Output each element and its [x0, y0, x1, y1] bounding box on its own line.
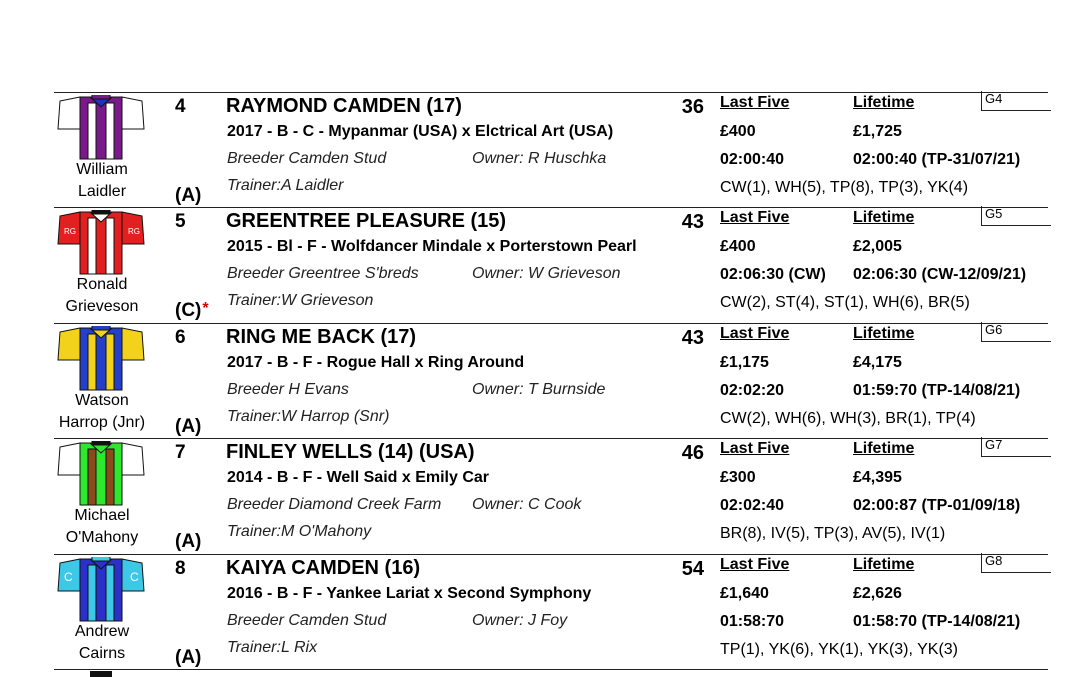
last-five-best-time: 02:02:40	[720, 497, 785, 514]
class-label: (A)	[175, 185, 202, 206]
silks-letter: RG	[128, 227, 140, 236]
jockey-silks	[52, 557, 150, 623]
owner-label: Owner:	[472, 265, 524, 282]
silks-cap	[92, 441, 110, 445]
trainer-label: Trainer:	[227, 292, 281, 309]
trainer-label: Trainer:	[227, 177, 281, 194]
trainer	[227, 523, 371, 541]
owner-label: Owner:	[472, 612, 524, 629]
horse-rating: 54	[681, 558, 704, 580]
trainer	[227, 408, 389, 426]
lifetime-earnings: £2,626	[853, 585, 902, 602]
last-five-best-time: 02:02:20	[720, 382, 785, 399]
class-indicator	[175, 416, 202, 438]
class-label: (A)	[175, 416, 202, 437]
gate-box: G6	[981, 322, 1051, 342]
owner	[472, 150, 606, 168]
lifetime-best-time: 02:00:87 (TP-01/09/18)	[853, 497, 1021, 514]
lifetime-header: Lifetime	[853, 440, 915, 457]
jockey-name-line2: Laidler	[77, 183, 127, 200]
class-indicator	[175, 300, 209, 322]
recent-form: TP(1), YK(6), YK(1), YK(3), YK(3)	[720, 641, 958, 658]
lifetime-best-time: 01:58:70 (TP-14/08/21)	[853, 613, 1021, 630]
jockey-name	[30, 621, 174, 665]
jockey-silks	[52, 95, 150, 161]
lifetime-earnings: £2,005	[853, 238, 902, 255]
jockey-name-line1: Ronald	[76, 276, 128, 293]
owner-value: R Huschka	[528, 150, 607, 167]
breeder-value: Diamond Creek Farm	[288, 496, 442, 513]
last-five-earnings: £400	[720, 123, 756, 140]
pedigree-line: 2016 - B - F - Yankee Lariat x Second Symphony	[227, 585, 592, 602]
silks-right-sleeve	[120, 443, 144, 475]
silks-letter: C	[130, 570, 139, 584]
lifetime-earnings: £1,725	[853, 123, 902, 140]
class-label: (C)	[175, 300, 202, 321]
breeder-value: Camden Stud	[288, 612, 387, 629]
silks-stripe	[106, 218, 114, 274]
jockey-name-line2: Grieveson	[65, 298, 139, 315]
jockey-name-line2: Cairns	[78, 645, 126, 662]
last-five-earnings: £1,175	[720, 354, 769, 371]
breeder	[227, 496, 441, 514]
jockey-silks	[52, 326, 150, 392]
recent-form: CW(1), WH(5), TP(8), TP(3), YK(4)	[720, 179, 969, 196]
last-five-best-time: 02:00:40	[720, 151, 785, 168]
silks-cap	[92, 326, 110, 330]
silks-letter: RG	[64, 227, 76, 236]
silks-stripe	[88, 334, 96, 390]
last-five-header: Last Five	[720, 556, 790, 573]
last-five-header: Last Five	[720, 440, 790, 457]
horse-name[interactable]: GREENTREE PLEASURE (15)	[226, 210, 507, 232]
trainer-value: M O'Mahony	[280, 523, 372, 540]
row-divider	[54, 323, 1048, 324]
runner-number: 6	[175, 327, 186, 348]
trainer	[227, 639, 317, 657]
owner	[472, 496, 581, 514]
runner-number: 5	[175, 211, 186, 232]
gate-box: G5	[981, 206, 1051, 226]
trainer	[227, 292, 373, 310]
row-divider	[54, 207, 1048, 208]
silks-cap	[92, 95, 110, 99]
last-five-header: Last Five	[720, 209, 790, 226]
breeder-label: Breeder	[227, 265, 284, 282]
silks-left-sleeve	[58, 328, 82, 360]
jockey-name-line2: Harrop (Jnr)	[58, 414, 146, 431]
recent-form: CW(2), ST(4), ST(1), WH(6), BR(5)	[720, 294, 970, 311]
owner-label: Owner:	[472, 150, 524, 167]
lifetime-header: Lifetime	[853, 325, 915, 342]
lifetime-earnings: £4,175	[853, 354, 902, 371]
jockey-name-line1: William	[76, 161, 128, 178]
silks-cap	[92, 210, 110, 214]
silks-stripe	[88, 103, 96, 159]
class-indicator	[175, 531, 202, 553]
horse-rating: 43	[681, 211, 704, 233]
breeder-value: H Evans	[288, 381, 349, 398]
gate-box: G4	[981, 91, 1051, 111]
silks-right-sleeve	[120, 328, 144, 360]
owner-label: Owner:	[472, 381, 524, 398]
lifetime-header: Lifetime	[853, 94, 915, 111]
trainer-label: Trainer:	[227, 523, 281, 540]
silks-stripe	[106, 449, 114, 505]
last-five-header: Last Five	[720, 325, 790, 342]
breeder	[227, 150, 386, 168]
row-divider	[54, 438, 1048, 439]
runner-number: 8	[175, 558, 186, 579]
trainer-label: Trainer:	[227, 639, 281, 656]
recent-form: BR(8), IV(5), TP(3), AV(5), IV(1)	[720, 525, 946, 542]
gate-box: G8	[981, 553, 1051, 573]
silks-left-sleeve	[58, 443, 82, 475]
jockey-name	[30, 505, 174, 549]
lifetime-earnings: £4,395	[853, 469, 902, 486]
horse-name[interactable]: FINLEY WELLS (14) (USA)	[226, 441, 475, 463]
jockey-name-line1: Andrew	[74, 623, 130, 640]
owner-value: T Burnside	[528, 381, 606, 398]
trainer-value: W Harrop (Snr)	[280, 408, 390, 425]
silks-letter: C	[64, 570, 73, 584]
pedigree-line: 2014 - B - F - Well Said x Emily Car	[227, 469, 490, 486]
owner-value: W Grieveson	[528, 265, 621, 282]
trainer-value: L Rix	[280, 639, 318, 656]
trainer-value: W Grieveson	[280, 292, 374, 309]
runner-number: 4	[175, 96, 186, 117]
jockey-name	[30, 159, 174, 203]
last-five-best-time: 02:06:30 (CW)	[720, 266, 826, 283]
lifetime-header: Lifetime	[853, 556, 915, 573]
breeder-label: Breeder	[227, 381, 284, 398]
pedigree-line: 2015 - Bl - F - Wolfdancer Mindale x Porterstown Pearl	[227, 238, 637, 255]
owner	[472, 612, 567, 630]
silks-stripe	[88, 218, 96, 274]
last-five-earnings: £400	[720, 238, 756, 255]
breeder-label: Breeder	[227, 150, 284, 167]
row-divider	[54, 554, 1048, 555]
owner-label: Owner:	[472, 496, 524, 513]
lifetime-best-time: 01:59:70 (TP-14/08/21)	[853, 382, 1021, 399]
horse-name[interactable]: RAYMOND CAMDEN (17)	[226, 95, 462, 117]
silks-stripe	[106, 334, 114, 390]
breeder-label: Breeder	[227, 496, 284, 513]
row-divider	[54, 92, 1048, 93]
row-divider	[54, 669, 1048, 670]
owner	[472, 265, 621, 283]
class-indicator	[175, 185, 202, 207]
owner-value: C Cook	[528, 496, 582, 513]
trainer-label: Trainer:	[227, 408, 281, 425]
breeder-value: Camden Stud	[288, 150, 387, 167]
owner-value: J Foy	[528, 612, 568, 629]
silks-stripe	[106, 103, 114, 159]
next-silks-top	[90, 671, 112, 677]
breeder-value: Greentree S'breds	[288, 265, 419, 282]
runner-number: 7	[175, 442, 186, 463]
horse-rating: 43	[681, 327, 704, 349]
last-five-best-time: 01:58:70	[720, 613, 785, 630]
class-label: (A)	[175, 531, 202, 552]
breeder-label: Breeder	[227, 612, 284, 629]
lifetime-header: Lifetime	[853, 209, 915, 226]
jockey-name	[30, 390, 174, 434]
breeder	[227, 612, 386, 630]
horse-rating: 46	[681, 442, 704, 464]
gate-box: G7	[981, 437, 1051, 457]
silks-stripe	[106, 565, 114, 621]
breeder	[227, 265, 419, 283]
jockey-silks	[52, 441, 150, 507]
pedigree-line: 2017 - B - C - Mypanmar (USA) x Elctrical Art (USA)	[227, 123, 614, 140]
class-indicator	[175, 647, 202, 669]
silks-letter: R	[130, 108, 139, 122]
horse-name[interactable]: RING ME BACK (17)	[226, 326, 417, 348]
last-five-header: Last Five	[720, 94, 790, 111]
class-star: *	[202, 300, 209, 317]
silks-stripe	[88, 449, 96, 505]
jockey-name-line1: Michael	[74, 507, 130, 524]
lifetime-best-time: 02:06:30 (CW-12/09/21)	[853, 266, 1027, 283]
recent-form: CW(2), WH(6), WH(3), BR(1), TP(4)	[720, 410, 976, 427]
last-five-earnings: £1,640	[720, 585, 769, 602]
class-label: (A)	[175, 647, 202, 668]
last-five-earnings: £300	[720, 469, 756, 486]
pedigree-line: 2017 - B - F - Rogue Hall x Ring Around	[227, 354, 525, 371]
trainer-value: A Laidler	[280, 177, 344, 194]
jockey-name-line1: Watson	[75, 392, 129, 409]
silks-stripe	[88, 565, 96, 621]
silks-cap	[92, 557, 110, 561]
silks-letter: R	[64, 108, 73, 122]
jockey-name-line2: O'Mahony	[65, 529, 139, 546]
horse-name[interactable]: KAIYA CAMDEN (16)	[226, 557, 421, 579]
owner	[472, 381, 605, 399]
jockey-name	[30, 274, 174, 318]
horse-rating: 36	[681, 96, 704, 118]
breeder	[227, 381, 349, 399]
lifetime-best-time: 02:00:40 (TP-31/07/21)	[853, 151, 1021, 168]
trainer	[227, 177, 344, 195]
class-indicator	[175, 0, 202, 1]
jockey-silks	[52, 210, 150, 276]
